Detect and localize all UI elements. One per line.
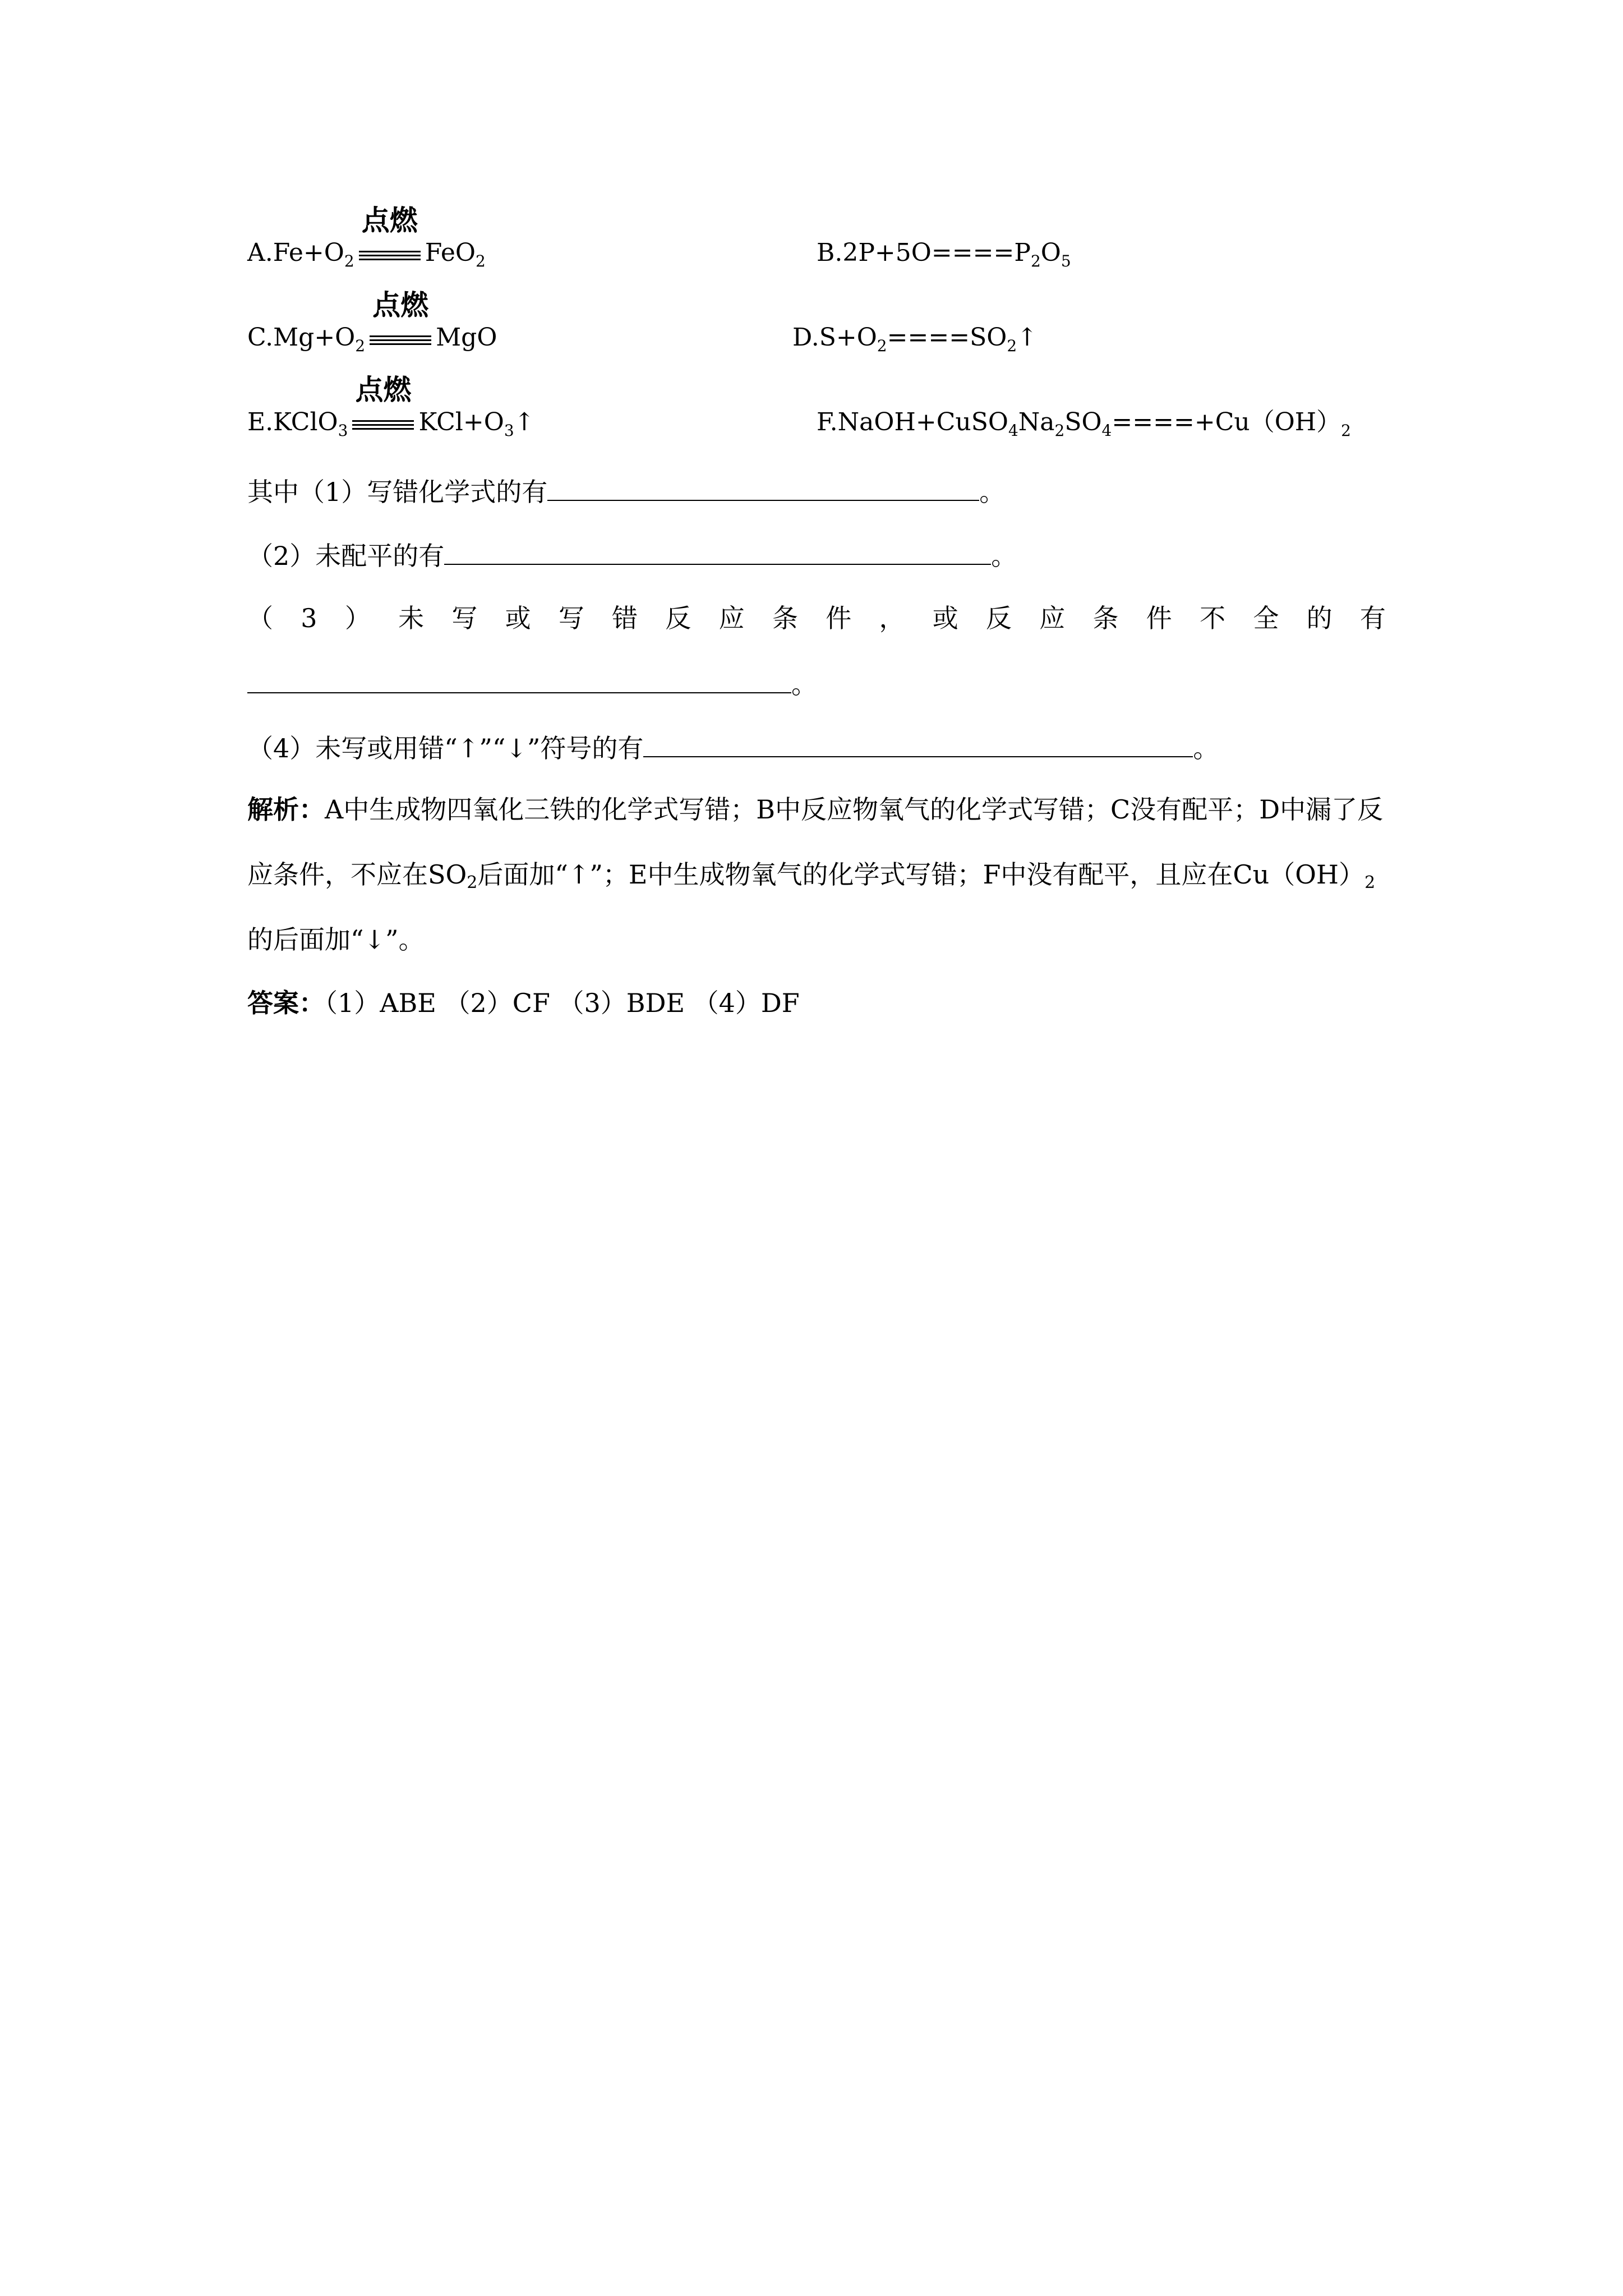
option-a-product: FeO <box>425 238 476 267</box>
question-3-char: 件 <box>826 603 852 633</box>
option-c <box>247 289 497 355</box>
option-d-sub2: 2 <box>1007 337 1017 355</box>
option-f <box>817 406 1351 439</box>
equals-bars <box>370 335 431 346</box>
option-d <box>792 321 1038 355</box>
equals-bars <box>359 251 421 261</box>
period: 。 <box>979 477 1006 507</box>
option-f-label: F. <box>817 408 838 436</box>
option-a-reactants: Fe+O <box>273 238 344 267</box>
question-3-char: 有 <box>1359 603 1386 633</box>
answer-label: 答案： <box>247 988 325 1018</box>
answer-blank-3[interactable] <box>247 665 791 693</box>
option-b-sub2: 5 <box>1061 252 1071 270</box>
option-a-label: A. <box>247 238 273 267</box>
answer-blank-4[interactable] <box>643 729 1193 757</box>
option-f-sub3: 4 <box>1101 421 1112 440</box>
analysis-text-3: 的后面加“↓”。 <box>247 924 425 955</box>
condition-label: 点燃 <box>372 289 429 321</box>
option-f-sub2: 2 <box>1054 421 1065 440</box>
question-3-char: ， <box>879 603 905 633</box>
period: 。 <box>791 669 817 700</box>
analysis-text-2: 后面加“↑”；E中生成物氧气的化学式写错；F中没有配平，且应在Cu（OH） <box>477 859 1365 890</box>
condition-label: 点燃 <box>361 204 418 237</box>
question-3-char: 错 <box>612 603 638 633</box>
question-3-char: 的 <box>1306 603 1332 633</box>
question-4-text: （4）未写或用错“↑”“↓”符号的有 <box>247 733 644 763</box>
question-3-char: 条 <box>1092 603 1119 633</box>
answer-blank-1[interactable] <box>547 473 979 501</box>
answer-line <box>247 970 1386 1036</box>
question-3-blank-line <box>247 665 817 701</box>
question-3 <box>247 601 1386 635</box>
question-3-char: 未 <box>398 603 425 633</box>
question-1-text: 其中（1）写错化学式的有 <box>247 477 548 507</box>
option-f-sub1: 4 <box>1008 421 1018 440</box>
question-3-char: 写 <box>558 603 584 633</box>
option-b-part2: O <box>1040 238 1061 267</box>
option-f-part2: Na <box>1018 408 1055 436</box>
question-3-char: ） <box>344 603 371 633</box>
question-2-text: （2）未配平的有 <box>247 541 445 571</box>
question-4 <box>247 729 1219 765</box>
gas-arrow-icon: ↑ <box>1017 323 1038 352</box>
question-3-char: 反 <box>665 603 691 633</box>
option-f-part4: ====+Cu（OH） <box>1112 408 1341 436</box>
option-e-product: KCl+O <box>418 408 504 436</box>
analysis-paragraph <box>247 777 1386 972</box>
period: 。 <box>991 541 1017 571</box>
analysis-text-1: A中生成物四氧化三铁的化学式写错；B中反应物氧气的化学式写错；C没有配平；D中漏了反应条件，不应在SO <box>247 794 1384 890</box>
question-3-char: 写 <box>451 603 478 633</box>
period: 。 <box>1193 733 1219 763</box>
analysis-sub-2: 2 <box>1364 873 1376 892</box>
reaction-condition <box>367 289 434 355</box>
equals-bars <box>352 420 414 430</box>
question-3-char: 或 <box>932 603 958 633</box>
option-f-sub4: 2 <box>1341 421 1351 440</box>
reaction-condition <box>357 204 423 270</box>
question-3-char: 条 <box>772 603 798 633</box>
question-3-char: 反 <box>986 603 1012 633</box>
option-e-label: E. <box>247 408 274 436</box>
gas-arrow-icon: ↑ <box>514 408 535 436</box>
option-c-product: MgO <box>436 323 497 352</box>
option-b <box>817 236 1071 270</box>
question-3-char: 全 <box>1253 603 1279 633</box>
question-3-char: 不 <box>1200 603 1226 633</box>
option-d-label: D. <box>792 323 819 352</box>
option-a <box>247 204 486 270</box>
option-b-label: B. <box>817 238 843 267</box>
option-f-part1: NaOH+CuSO <box>837 408 1008 436</box>
answer-blank-2[interactable] <box>444 537 991 565</box>
option-b-part1: 2P+5O====P <box>842 238 1031 267</box>
reaction-condition <box>350 374 416 439</box>
option-e-sub: 3 <box>338 421 348 440</box>
option-f-part3: SO <box>1064 408 1102 436</box>
option-e <box>247 374 535 440</box>
condition-label: 点燃 <box>355 374 412 406</box>
analysis-sub-1: 2 <box>467 873 478 892</box>
option-c-reactants: Mg+O <box>273 323 356 352</box>
option-d-sub1: 2 <box>877 337 887 355</box>
question-3-char: （ <box>247 603 273 633</box>
question-1 <box>247 473 1005 509</box>
question-3-char: 件 <box>1146 603 1172 633</box>
option-c-sub: 2 <box>355 337 366 355</box>
analysis-label: 解析： <box>247 794 325 825</box>
option-d-part2: ====SO <box>887 323 1007 352</box>
option-c-label: C. <box>247 323 274 352</box>
question-2 <box>247 537 1017 573</box>
option-a-product-sub: 2 <box>475 252 486 270</box>
option-e-product-sub: 3 <box>504 421 514 440</box>
option-e-reactants: KClO <box>273 408 338 436</box>
question-3-char: 应 <box>718 603 745 633</box>
option-b-sub1: 2 <box>1030 252 1041 270</box>
question-3-char: 应 <box>1039 603 1066 633</box>
question-3-char: 或 <box>505 603 531 633</box>
answer-text: （1）ABE （2）CF （3）BDE （4）DF <box>325 988 800 1018</box>
option-d-part1: S+O <box>819 323 877 352</box>
question-3-char: 3 <box>301 603 317 633</box>
option-a-sub: 2 <box>344 252 354 270</box>
